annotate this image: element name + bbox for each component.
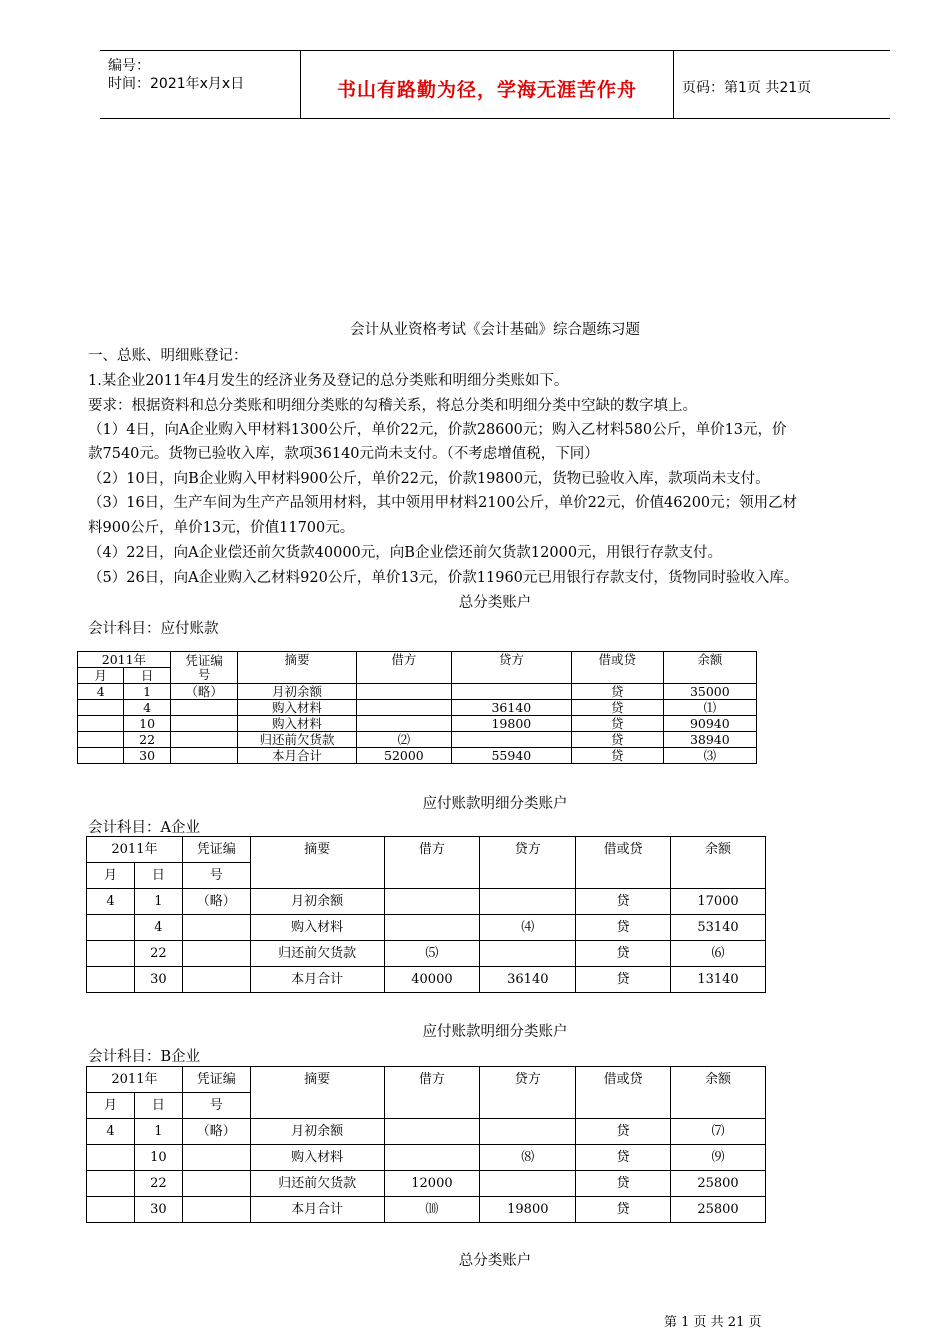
col-summary: 摘要 bbox=[250, 837, 384, 889]
cell-summary: 归还前欠货款 bbox=[238, 732, 357, 748]
cell-summary: 月初余额 bbox=[238, 684, 357, 700]
table1-subject: 会计科目：应付账款 bbox=[88, 621, 219, 637]
cell-voucher bbox=[182, 1197, 250, 1223]
table-row bbox=[87, 967, 766, 993]
cell-direction: 贷 bbox=[571, 732, 663, 748]
table-row bbox=[87, 1119, 766, 1145]
cell-voucher: （略） bbox=[170, 684, 237, 700]
cell-debit bbox=[384, 915, 480, 941]
col-day: 日 bbox=[124, 668, 171, 684]
table3-caption: 应付账款明细分类账户 bbox=[422, 1024, 568, 1040]
cell-debit bbox=[384, 1145, 480, 1171]
requirement: 要求：根据资料和总分类账和明细分类账的勾稽关系，将总分类和明细分类中空缺的数字填上。 bbox=[88, 398, 697, 414]
cell-balance: 13140 bbox=[671, 967, 766, 993]
cell-direction: 贷 bbox=[576, 889, 671, 915]
cell-credit bbox=[480, 889, 576, 915]
cell-summary: 月初余额 bbox=[250, 1119, 384, 1145]
col-credit: 贷方 bbox=[451, 652, 571, 684]
header-motto-cell bbox=[301, 51, 674, 118]
cell-month bbox=[87, 941, 135, 967]
cell-balance: ⑺ bbox=[671, 1119, 766, 1145]
cell-direction: 贷 bbox=[571, 748, 663, 764]
cell-credit bbox=[451, 732, 571, 748]
cell-day: 1 bbox=[134, 1119, 182, 1145]
doc-title: 会计从业资格考试《会计基础》综合题练习题 bbox=[350, 322, 640, 338]
item-1b: 款7540元。货物已验收入库，款项36140元尚未支付。（不考虑增值税，下同） bbox=[88, 446, 599, 462]
cell-voucher bbox=[170, 748, 237, 764]
header-meta bbox=[100, 51, 301, 118]
cell-day: 1 bbox=[124, 684, 171, 700]
table-row bbox=[87, 1171, 766, 1197]
table-row bbox=[78, 716, 757, 732]
cell-summary: 月初余额 bbox=[250, 889, 384, 915]
col-voucher-a: 凭证编 bbox=[182, 1067, 250, 1093]
cell-voucher bbox=[182, 1145, 250, 1171]
cell-debit bbox=[356, 716, 451, 732]
cell-voucher: （略） bbox=[182, 889, 250, 915]
cell-credit: 19800 bbox=[451, 716, 571, 732]
cell-direction: 贷 bbox=[576, 1145, 671, 1171]
cell-direction: 贷 bbox=[571, 716, 663, 732]
cell-day: 10 bbox=[134, 1145, 182, 1171]
col-voucher: 凭证编 号 bbox=[170, 652, 237, 684]
table2-caption: 应付账款明细分类账户 bbox=[422, 796, 568, 812]
cell-debit: ⑵ bbox=[356, 732, 451, 748]
col-direction: 借或贷 bbox=[571, 652, 663, 684]
cell-voucher bbox=[170, 732, 237, 748]
col-summary: 摘要 bbox=[250, 1067, 384, 1119]
cell-direction: 贷 bbox=[576, 1119, 671, 1145]
table-row bbox=[87, 941, 766, 967]
cell-credit: 36140 bbox=[451, 700, 571, 716]
cell-day: 4 bbox=[134, 915, 182, 941]
cell-credit: ⑷ bbox=[480, 915, 576, 941]
cell-voucher bbox=[182, 915, 250, 941]
cell-debit bbox=[384, 1119, 480, 1145]
cell-voucher bbox=[182, 1171, 250, 1197]
col-debit: 借方 bbox=[356, 652, 451, 684]
cell-summary: 购入材料 bbox=[238, 700, 357, 716]
cell-debit: 12000 bbox=[384, 1171, 480, 1197]
cell-debit bbox=[356, 700, 451, 716]
section-heading: 一、总账、明细账登记： bbox=[88, 348, 248, 364]
cell-month: 4 bbox=[87, 1119, 135, 1145]
cell-direction: 贷 bbox=[576, 941, 671, 967]
cell-month bbox=[87, 1197, 135, 1223]
cell-direction: 贷 bbox=[576, 915, 671, 941]
cell-credit: 19800 bbox=[480, 1197, 576, 1223]
col-year: 2011年 bbox=[78, 652, 171, 668]
time-label: 时间：2021年x月x日 bbox=[108, 76, 245, 92]
item-4: （4）22日，向A企业偿还前欠货款40000元，向B企业偿还前欠货款12000元，用银行存款支付。 bbox=[88, 545, 723, 561]
col-voucher-b: 号 bbox=[182, 863, 250, 889]
cell-credit bbox=[451, 684, 571, 700]
col-debit: 借方 bbox=[384, 837, 480, 889]
cell-day: 22 bbox=[124, 732, 171, 748]
cell-month bbox=[78, 748, 124, 764]
cell-day: 1 bbox=[134, 889, 182, 915]
col-balance: 余额 bbox=[671, 837, 766, 889]
table-row bbox=[78, 748, 757, 764]
col-balance: 余额 bbox=[663, 652, 756, 684]
col-credit: 贷方 bbox=[480, 837, 576, 889]
cell-summary: 本月合计 bbox=[250, 1197, 384, 1223]
cell-month bbox=[87, 1171, 135, 1197]
item-1a: （1）4日，向A企业购入甲材料1300公斤，单价22元，价款28600元；购入乙材料580公斤，单价13元，价 bbox=[88, 422, 787, 438]
table1-caption: 总分类账户 bbox=[458, 595, 532, 611]
table-row bbox=[87, 889, 766, 915]
cell-balance: 25800 bbox=[671, 1171, 766, 1197]
cell-summary: 本月合计 bbox=[238, 748, 357, 764]
cell-debit bbox=[384, 889, 480, 915]
col-direction: 借或贷 bbox=[576, 1067, 671, 1119]
item-3b: 料900公斤，单价13元，价值11700元。 bbox=[88, 520, 355, 536]
table2-subject: 会计科目：A企业 bbox=[88, 820, 200, 836]
cell-summary: 归还前欠货款 bbox=[250, 1171, 384, 1197]
item-3a: （3）16日，生产车间为生产产品领用材料，其中领用甲材料2100公斤，单价22元，价值46200元；领用乙材 bbox=[88, 495, 798, 511]
cell-credit: 36140 bbox=[480, 967, 576, 993]
cell-month: 4 bbox=[87, 889, 135, 915]
cell-debit: 52000 bbox=[356, 748, 451, 764]
col-credit: 贷方 bbox=[480, 1067, 576, 1119]
table-row bbox=[78, 684, 757, 700]
col-year: 2011年 bbox=[87, 1067, 183, 1093]
page-header bbox=[100, 50, 890, 119]
ledger-a-table bbox=[86, 836, 766, 993]
col-voucher-b: 号 bbox=[182, 1093, 250, 1119]
cell-direction: 贷 bbox=[571, 700, 663, 716]
cell-summary: 购入材料 bbox=[250, 915, 384, 941]
page-footer: 第 1 页 共 21 页 bbox=[664, 1315, 762, 1330]
cell-voucher bbox=[170, 700, 237, 716]
table4-caption: 总分类账户 bbox=[458, 1253, 532, 1269]
col-day: 日 bbox=[134, 1093, 182, 1119]
cell-summary: 购入材料 bbox=[250, 1145, 384, 1171]
col-year: 2011年 bbox=[87, 837, 183, 863]
serial-label: 编号： bbox=[108, 58, 150, 74]
cell-direction: 贷 bbox=[576, 1171, 671, 1197]
table-row bbox=[87, 915, 766, 941]
cell-month bbox=[78, 732, 124, 748]
header-page-cell bbox=[674, 51, 890, 118]
cell-direction: 贷 bbox=[571, 684, 663, 700]
motto: 书山有路勤为径，学海无涯苦作舟 bbox=[336, 79, 637, 101]
cell-voucher bbox=[182, 941, 250, 967]
ledger-b-table bbox=[86, 1066, 766, 1223]
item-2: （2）10日，向B企业购入甲材料900公斤，单价22元，价款19800元，货物已验收入库，款项尚未支付。 bbox=[88, 471, 770, 487]
cell-balance: 90940 bbox=[663, 716, 756, 732]
col-month: 月 bbox=[87, 863, 135, 889]
cell-balance: 17000 bbox=[671, 889, 766, 915]
cell-summary: 本月合计 bbox=[250, 967, 384, 993]
col-direction: 借或贷 bbox=[576, 837, 671, 889]
cell-month bbox=[87, 1145, 135, 1171]
cell-day: 22 bbox=[134, 941, 182, 967]
cell-balance: 38940 bbox=[663, 732, 756, 748]
table-row bbox=[78, 700, 757, 716]
cell-day: 30 bbox=[134, 1197, 182, 1223]
cell-month bbox=[78, 716, 124, 732]
cell-debit: ⑸ bbox=[384, 941, 480, 967]
cell-credit bbox=[480, 1171, 576, 1197]
col-voucher-a: 凭证编 bbox=[182, 837, 250, 863]
cell-voucher bbox=[170, 716, 237, 732]
cell-balance: ⑴ bbox=[663, 700, 756, 716]
table-row bbox=[78, 732, 757, 748]
cell-credit: 55940 bbox=[451, 748, 571, 764]
cell-summary: 归还前欠货款 bbox=[250, 941, 384, 967]
cell-credit bbox=[480, 941, 576, 967]
question-1: 1.某企业2011年4月发生的经济业务及登记的总分类账和明细分类账如下。 bbox=[88, 373, 569, 389]
cell-summary: 购入材料 bbox=[238, 716, 357, 732]
cell-debit bbox=[356, 684, 451, 700]
page-info: 页码：第1页 共21页 bbox=[682, 80, 812, 96]
cell-balance: 25800 bbox=[671, 1197, 766, 1223]
table-row bbox=[87, 1145, 766, 1171]
cell-voucher: （略） bbox=[182, 1119, 250, 1145]
cell-day: 10 bbox=[124, 716, 171, 732]
cell-direction: 贷 bbox=[576, 1197, 671, 1223]
table-row bbox=[87, 1197, 766, 1223]
col-debit: 借方 bbox=[384, 1067, 480, 1119]
cell-month: 4 bbox=[78, 684, 124, 700]
item-5: （5）26日，向A企业购入乙材料920公斤，单价13元，价款11960元已用银行存款支付，货物同时验收入库。 bbox=[88, 570, 799, 586]
col-balance: 余额 bbox=[671, 1067, 766, 1119]
cell-day: 4 bbox=[124, 700, 171, 716]
cell-direction: 贷 bbox=[576, 967, 671, 993]
cell-day: 30 bbox=[124, 748, 171, 764]
general-ledger-table bbox=[77, 651, 757, 764]
cell-day: 30 bbox=[134, 967, 182, 993]
col-month: 月 bbox=[87, 1093, 135, 1119]
col-summary: 摘要 bbox=[238, 652, 357, 684]
col-day: 日 bbox=[134, 863, 182, 889]
cell-balance: ⑼ bbox=[671, 1145, 766, 1171]
cell-balance: 53140 bbox=[671, 915, 766, 941]
cell-day: 22 bbox=[134, 1171, 182, 1197]
cell-month bbox=[78, 700, 124, 716]
cell-credit bbox=[480, 1119, 576, 1145]
cell-debit: ⑽ bbox=[384, 1197, 480, 1223]
cell-debit: 40000 bbox=[384, 967, 480, 993]
table3-subject: 会计科目：B企业 bbox=[88, 1049, 201, 1065]
cell-month bbox=[87, 967, 135, 993]
cell-balance: ⑶ bbox=[663, 748, 756, 764]
cell-month bbox=[87, 915, 135, 941]
cell-balance: ⑹ bbox=[671, 941, 766, 967]
cell-balance: 35000 bbox=[663, 684, 756, 700]
cell-credit: ⑻ bbox=[480, 1145, 576, 1171]
cell-voucher bbox=[182, 967, 250, 993]
col-month: 月 bbox=[78, 668, 124, 684]
